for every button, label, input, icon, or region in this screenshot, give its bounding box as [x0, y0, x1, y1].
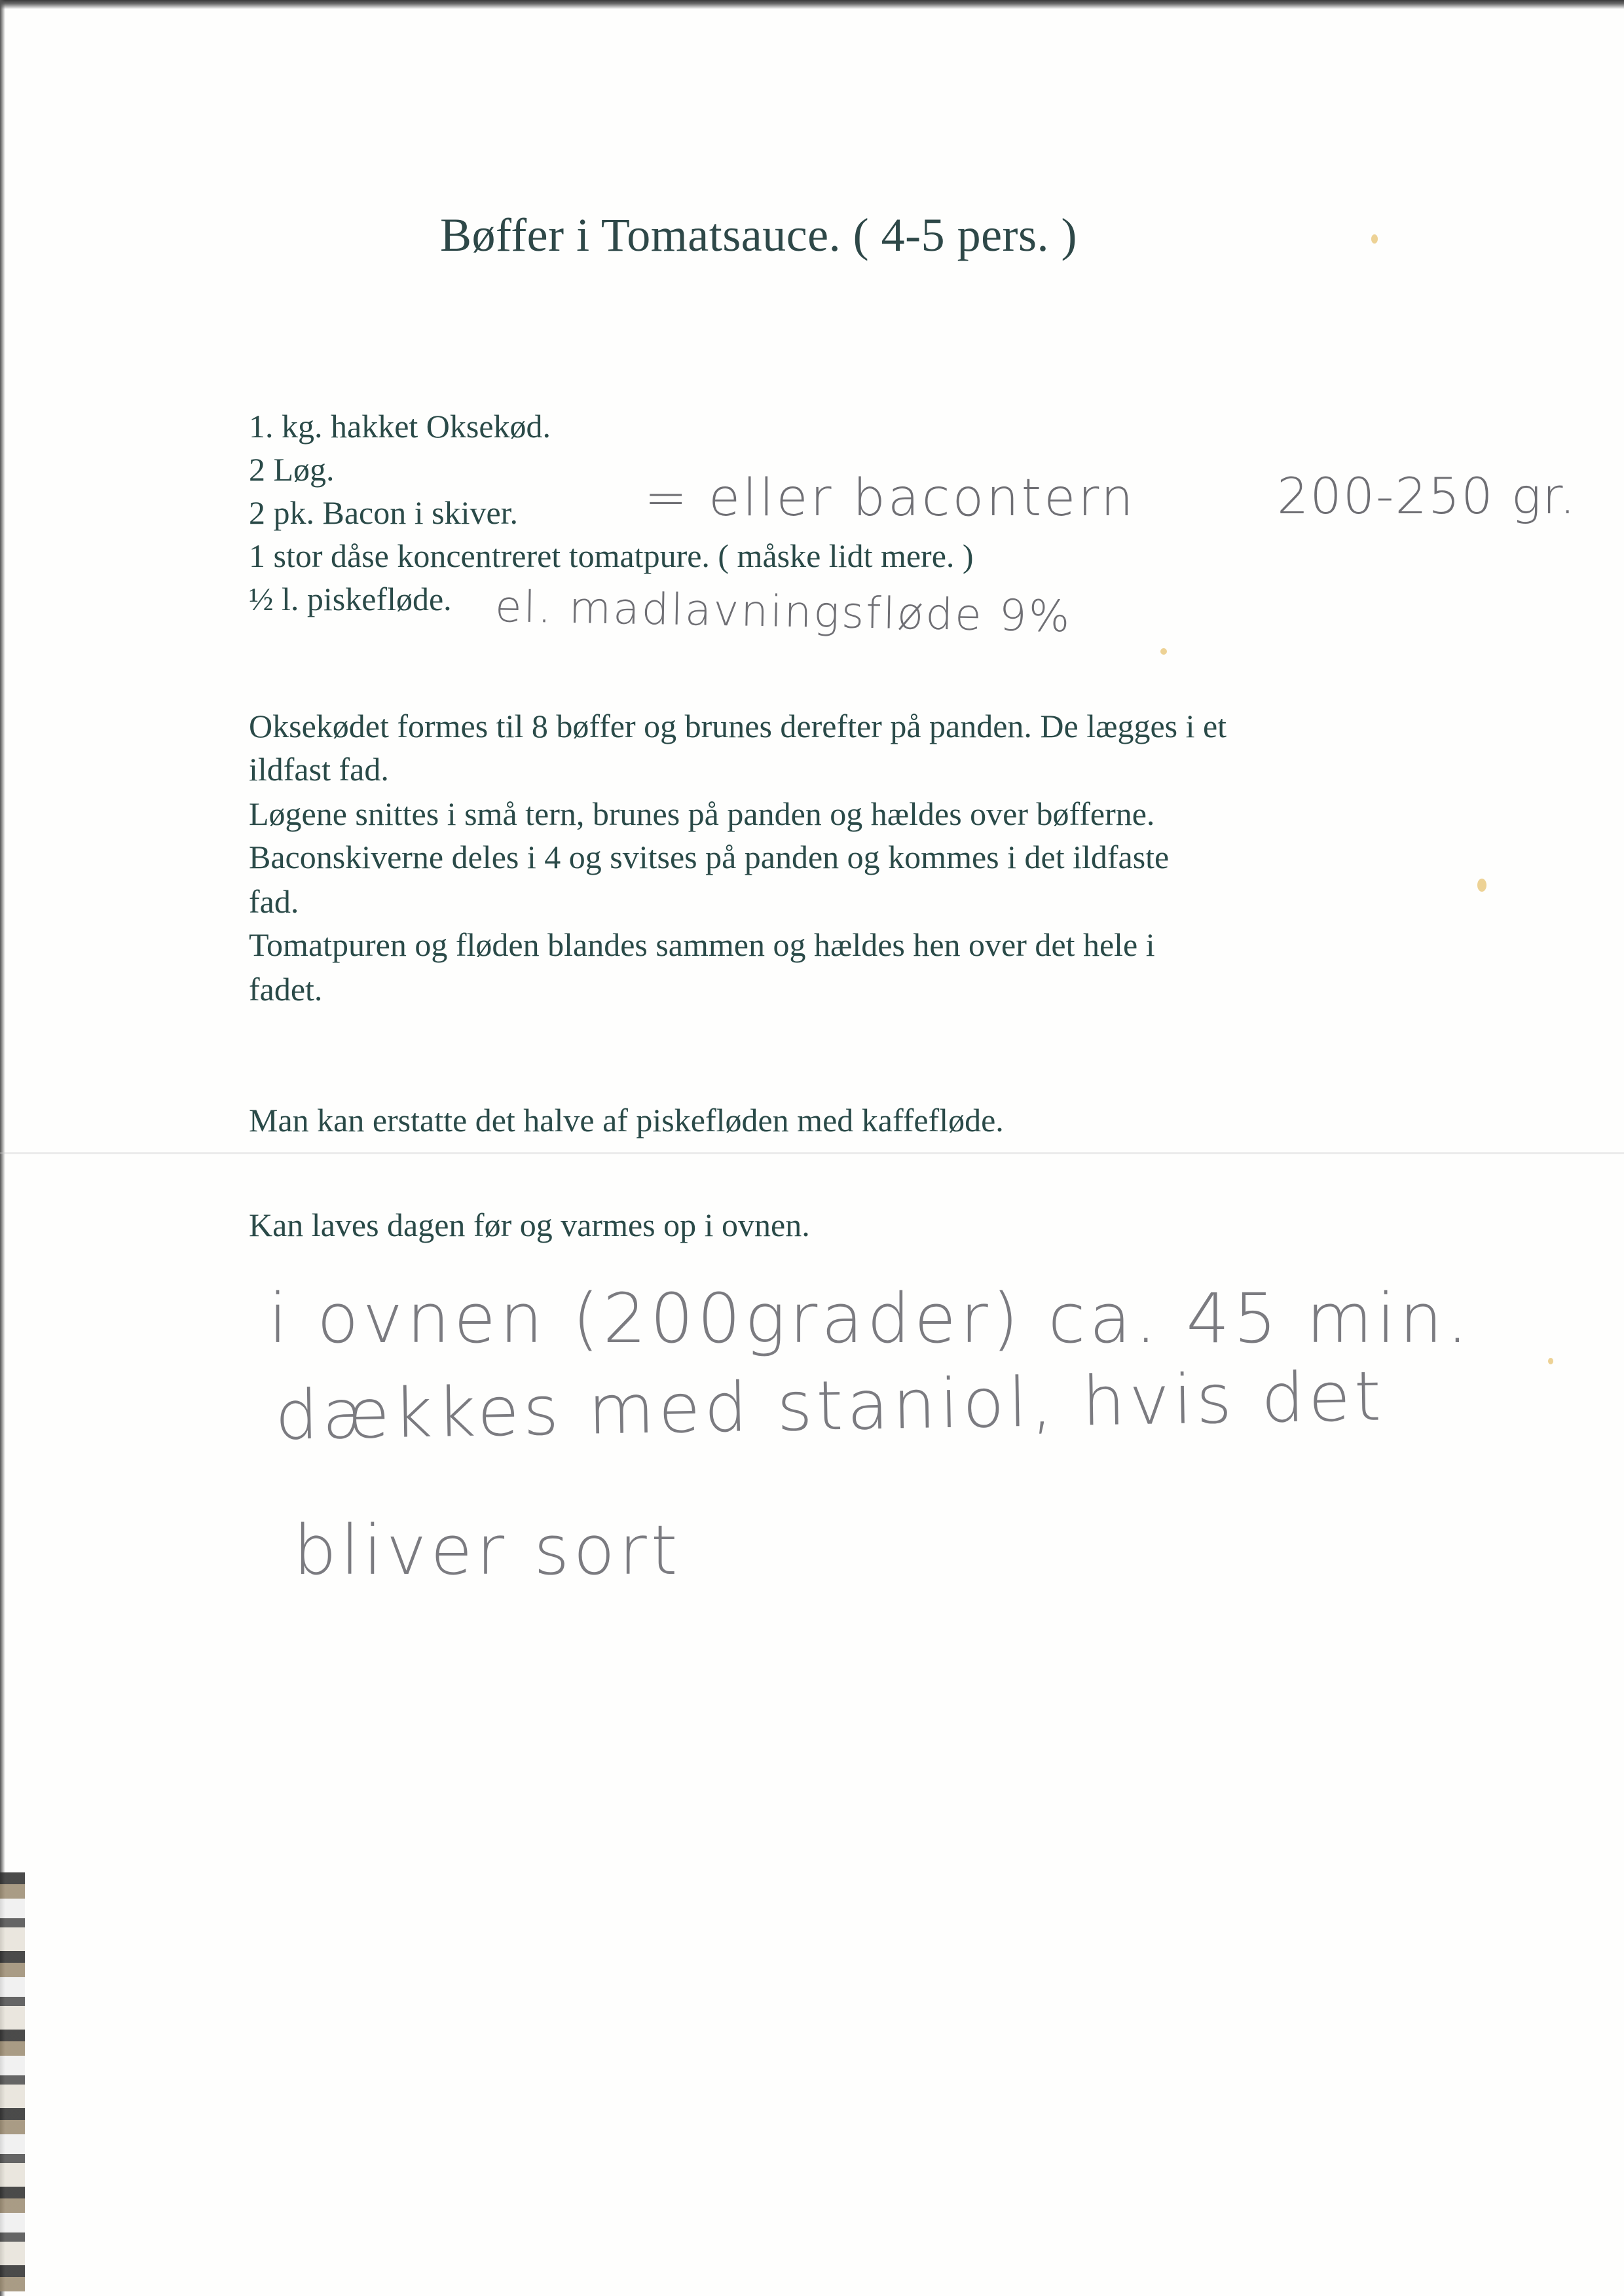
handwritten-baking-line: i ovnen (200grader) ca. 45 min.: [268, 1279, 1472, 1358]
instruction-line: fadet.: [249, 971, 323, 1008]
scan-bleed-strip: [0, 1872, 25, 2291]
handwritten-baking-line: dækkes med staniol, hvis det: [274, 1356, 1386, 1455]
tip-line: Man kan erstatte det halve af piskefløden med kaffefløde.: [249, 1102, 1004, 1139]
instruction-line: Oksekødet formes til 8 bøffer og brunes derefter på panden. De lægges i et: [249, 708, 1227, 744]
paper-stain: [1477, 879, 1486, 892]
paper-stain: [1371, 234, 1378, 244]
ingredient-line: 1 stor dåse koncentreret tomatpure. ( måske lidt mere. ): [249, 538, 974, 574]
ingredient-line: 2 Løg.: [249, 451, 335, 488]
make-ahead-note: Kan laves dagen før og varmes op i ovnen.: [249, 1207, 810, 1243]
paper-fold-line: [0, 1152, 1624, 1154]
ingredient-line: 2 pk. Bacon i skiver.: [249, 494, 519, 531]
recipe-title: Bøffer i Tomatsauce. ( 4-5 pers. ): [440, 209, 1078, 261]
handwritten-baking-line: bliver sort: [293, 1510, 682, 1590]
instruction-line: Løgene snittes i små tern, brunes på panden og hældes over bøfferne.: [249, 795, 1155, 832]
instruction-line: Tomatpuren og fløden blandes sammen og hældes hen over det hele i: [249, 926, 1155, 963]
paper-stain: [1160, 648, 1167, 655]
instruction-line: Baconskiverne deles i 4 og svitses på panden og kommes i det ildfaste: [249, 839, 1170, 875]
paper-stain: [1548, 1358, 1553, 1364]
handwritten-cream-note: el. madlavningsfløde 9%: [494, 581, 1073, 642]
scan-top-edge: [0, 0, 1624, 9]
ingredient-line: 1. kg. hakket Oksekød.: [249, 408, 551, 445]
instruction-line: ildfast fad.: [249, 751, 389, 788]
ingredient-line: ½ l. piskefløde.: [249, 581, 452, 617]
handwritten-bacon-amount: 200-250 gr.: [1277, 467, 1577, 525]
instruction-line: fad.: [249, 883, 299, 920]
handwritten-bacon-note: = eller bacontern: [644, 469, 1136, 528]
